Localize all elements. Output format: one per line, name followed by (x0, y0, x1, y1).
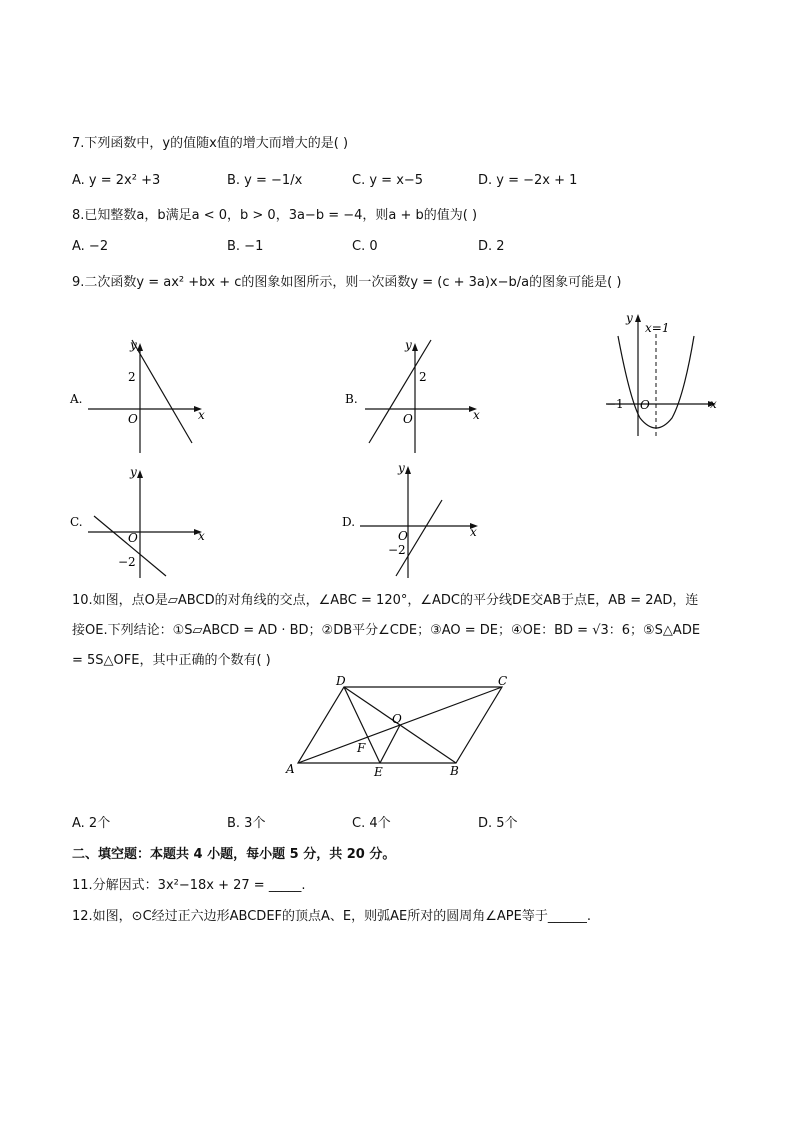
parabola-y: y (626, 311, 633, 325)
parabola-axis-label: x=1 (645, 321, 670, 335)
graph-c-origin: O (128, 531, 138, 545)
fig-label-f: F (357, 741, 366, 755)
graph-c-intercept: −2 (118, 555, 136, 569)
q10-option-a: A. 2个 (72, 816, 111, 831)
parabola-origin: O (640, 398, 650, 412)
q12-stem: 12.如图，⊙C经过正六边形ABCDEF的顶点A、E，则弧AE所对的圆周角∠APE等于______. (72, 909, 591, 924)
graph-d-y: y (398, 461, 405, 475)
graph-d-origin: O (398, 529, 408, 543)
fig-label-c: C (498, 674, 508, 688)
graph-a-x: x (198, 408, 205, 422)
graph-b-y: y (405, 338, 412, 352)
q7-option-a: A. y = 2x² +3 (72, 173, 161, 188)
q10-option-c: C. 4个 (352, 816, 391, 831)
section-heading: 二、填空题：本题共 4 小题，每小题 5 分，共 20 分。 (72, 847, 396, 862)
q7-stem: 7.下列函数中，y的值随x值的增大而增大的是( ) (72, 136, 349, 151)
fig-label-d: D (336, 674, 346, 688)
parabola-graph (600, 310, 730, 440)
graph-d-label: D. (342, 515, 356, 529)
graph-c-label: C. (70, 515, 83, 529)
graph-d (340, 462, 490, 582)
graph-a-intercept: 2 (128, 370, 136, 384)
parabola-neg-root: −1 (606, 397, 624, 411)
graph-a-label: A. (70, 392, 83, 406)
fig-label-a: A (286, 762, 295, 776)
q8-stem: 8.已知整数a，b满足a < 0，b > 0，3a−b = −4，则a + b的值为( ) (72, 208, 478, 223)
q7-option-c: C. y = x−5 (352, 173, 424, 188)
q8-option-b: B. −1 (227, 239, 264, 254)
q10-stem-line1: 10.如图，点O是▱ABCD的对角线的交点，∠ABC = 120°，∠ADC的平分线DE交AB于点E，AB = 2AD，连 (72, 593, 699, 608)
fig-label-o: O (392, 712, 402, 726)
q7-option-d: D. y = −2x + 1 (478, 173, 578, 188)
q10-stem-line3: = 5S△OFE，其中正确的个数有( ) (72, 653, 271, 668)
q9-stem: 9.二次函数y = ax² +bx + c的图象如图所示，则一次函数y = (c + 3a)x−b/a的图象可能是( ) (72, 275, 622, 290)
q7-option-b: B. y = −1/x (227, 173, 303, 188)
graph-a-origin: O (128, 412, 138, 426)
q10-option-b: B. 3个 (227, 816, 266, 831)
graph-b-intercept: 2 (419, 370, 427, 384)
parallelogram-figure (280, 675, 520, 785)
graph-c (70, 462, 220, 582)
q8-option-c: C. 0 (352, 239, 378, 254)
graph-b-label: B. (345, 392, 358, 406)
graph-c-x: x (198, 529, 205, 543)
parabola-x: x (710, 397, 717, 411)
graph-a-y: y (130, 338, 137, 352)
graph-d-x: x (470, 525, 477, 539)
q8-option-a: A. −2 (72, 239, 109, 254)
q8-option-d: D. 2 (478, 239, 505, 254)
fig-label-b: B (450, 764, 459, 778)
graph-a (70, 335, 220, 460)
fig-label-e: E (374, 765, 383, 779)
q10-option-d: D. 5个 (478, 816, 518, 831)
graph-b-origin: O (403, 412, 413, 426)
q11-stem: 11.分解因式：3x²−18x + 27 = _____. (72, 878, 306, 893)
q10-stem-line2: 接OE.下列结论：①S▱ABCD = AD · BD；②DB平分∠CDE；③AO = DE；④OE：BD = √3：6；⑤S△ADE (72, 623, 701, 638)
graph-c-y: y (130, 465, 137, 479)
graph-b (345, 335, 495, 460)
graph-b-x: x (473, 408, 480, 422)
graph-d-intercept: −2 (388, 543, 406, 557)
